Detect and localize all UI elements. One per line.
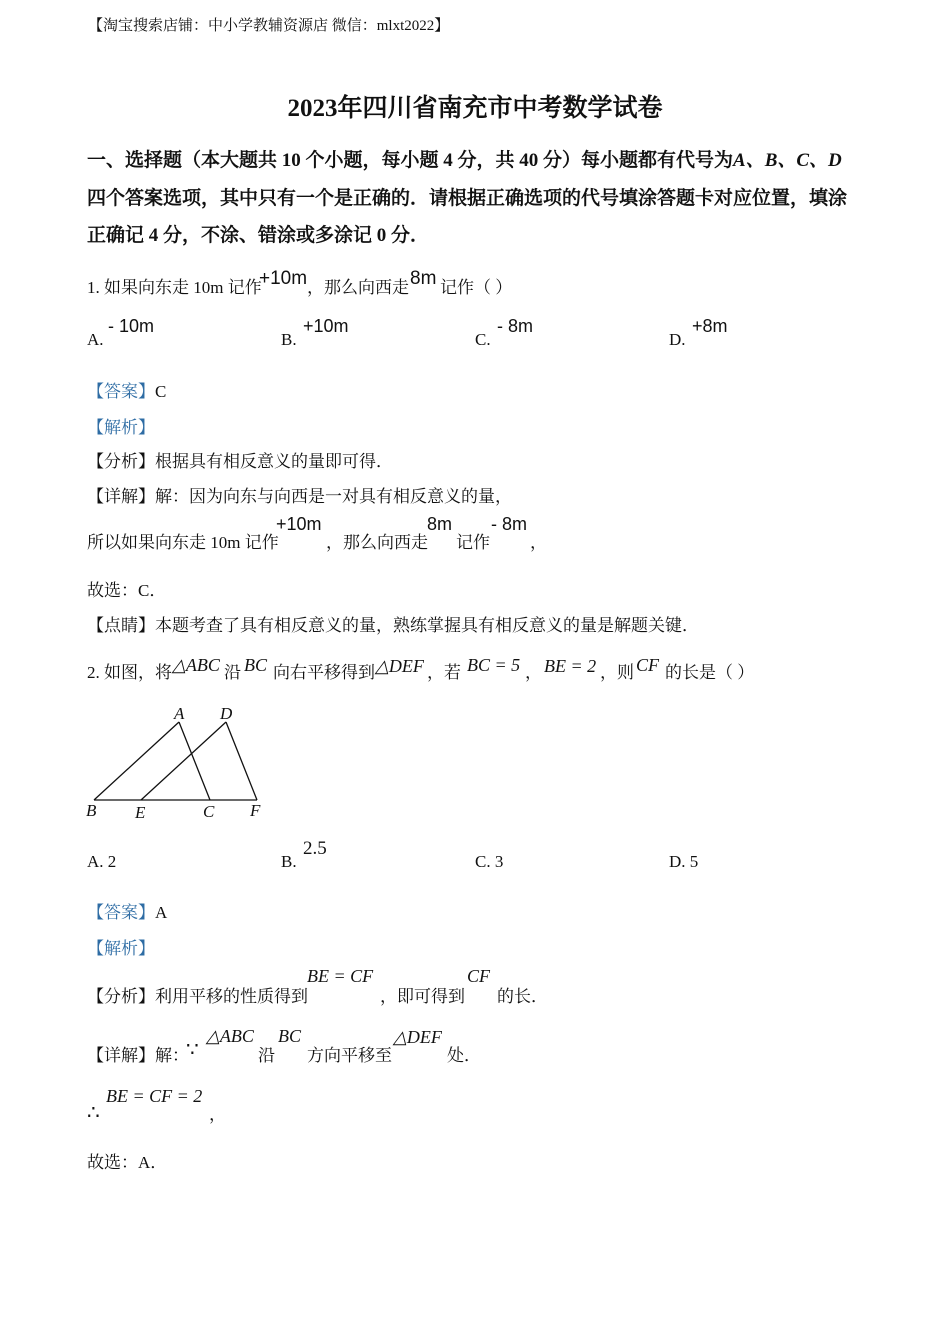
q2-stem-g: 的长是（ ） [665, 663, 755, 682]
q1-stem-b: ，那么向西走 [307, 278, 409, 297]
q2-answer-value: A [155, 903, 168, 922]
section-letters: A、B、C、D [733, 150, 842, 171]
q2-detail-math2: BC [278, 1026, 302, 1046]
q2-stem-a: 2. 如图，将 [87, 663, 172, 682]
point-f-label: F [250, 801, 261, 820]
q1-detail2-math3: - 8m [491, 514, 527, 534]
q1-option-b-label: B. [281, 330, 297, 349]
q2-detail-math1: △ABC [206, 1026, 254, 1046]
q2-option-a: A. 2 [87, 852, 117, 871]
therefore-symbol: ∴ [87, 1102, 100, 1124]
triangle-def-side-df [226, 722, 257, 800]
section-line3: 正确记 4 分，不涂、错涂或多涂记 0 分． [87, 225, 430, 246]
q2-stem-math5: BE = 2 [544, 656, 597, 676]
q1-option-c-value: - 8m [497, 316, 533, 336]
q1-answer-tag: 【答案】 [87, 382, 155, 401]
q2-stem-math2: BC [244, 655, 268, 675]
q2-detail-c: 方向平移至 [307, 1046, 392, 1065]
translation-figure [80, 700, 280, 825]
q2-detail-b: 沿 [258, 1046, 275, 1065]
q2-conclusion-math: BE = CF = 2 [106, 1086, 203, 1106]
q2-answer-tag: 【答案】 [87, 903, 155, 922]
watermark-text: 【淘宝搜索店铺：中小学教辅资源店 微信：mlxt2022】 [88, 18, 450, 34]
q2-stem-math4: BC = 5 [467, 655, 521, 675]
q2-analysis-tag: 【解析】 [87, 939, 155, 958]
q1-option-a-value: - 10m [108, 316, 155, 336]
q2-stem-math3: △DEF [375, 656, 424, 676]
q1-stem-math2: 8m [410, 268, 437, 289]
q1-option-d-value: +8m [692, 316, 728, 336]
q1-detail2-c: 记作 [456, 533, 490, 552]
q1-stem-math1: +10m [259, 268, 308, 289]
q2-stem-c: 向右平移得到 [273, 663, 375, 682]
page-title: 2023年四川省南充市中考数学试卷 [287, 95, 663, 122]
q2-option-c: C. 3 [475, 852, 504, 871]
point-b-label: B [86, 801, 97, 820]
section-line2: 四个答案选项，其中只有一个是正确的．请根据正确选项的代号填涂答题卡对应位置，填涂 [87, 188, 848, 209]
point-e-label: E [135, 803, 146, 822]
q2-stem-math6: CF [636, 655, 660, 675]
q2-option-b-label: B. [281, 852, 297, 871]
q1-detail-line1: 【详解】解：因为向东与向西是一对具有相反意义的量， [87, 487, 512, 506]
q2-choose: 故选：A． [87, 1153, 168, 1172]
because-symbol: ∵ [186, 1039, 199, 1061]
point-a-label: A [174, 704, 185, 723]
q1-option-c-label: C. [475, 330, 491, 349]
q1-detail2-a: 所以如果向东走 10m 记作 [87, 533, 279, 552]
section-line1: 一、选择题（本大题共 10 个小题，每小题 4 分，共 40 分）每小题都有代号为 [87, 150, 734, 171]
point-d-label: D [220, 704, 233, 723]
q2-conclusion-end: ， [209, 1105, 226, 1124]
q2-stem-b: 沿 [224, 663, 241, 682]
q1-stem-c: 记作（ ） [440, 278, 513, 297]
q2-fenxi-math2: CF [467, 966, 491, 986]
q2-stem-math1: △ABC [172, 655, 220, 675]
q1-detail2-math1: +10m [276, 514, 322, 534]
q1-detail2-b: ，那么向西走 [326, 533, 428, 552]
q1-option-a-label: A. [87, 330, 104, 349]
q1-detail2-math2: 8m [427, 514, 453, 534]
q2-stem-d: ，若 [427, 663, 461, 682]
q2-stem-e: ， [525, 663, 542, 682]
q2-fenxi-b: ，即可得到 [380, 987, 465, 1006]
q2-detail-d: 处． [447, 1046, 481, 1065]
q2-fenxi-math1: BE = CF [307, 966, 374, 986]
q1-fenxi: 【分析】根据具有相反意义的量即可得． [87, 452, 393, 471]
q1-option-b-value: +10m [303, 316, 349, 336]
q1-detail2-d: ， [530, 533, 547, 552]
q2-detail-math3: △DEF [393, 1027, 442, 1047]
q1-analysis-tag: 【解析】 [87, 418, 155, 437]
q1-stem-a: 1. 如果向东走 10m 记作 [87, 278, 262, 297]
q2-option-d: D. 5 [669, 852, 699, 871]
triangle-abc-side-ba [94, 722, 179, 800]
point-c-label: C [203, 802, 215, 821]
q2-fenxi-c: 的长． [497, 987, 548, 1006]
q1-answer-value: C [155, 382, 167, 401]
q1-comment: 【点睛】本题考查了具有相反意义的量，熟练掌握具有相反意义的量是解题关键． [87, 616, 699, 635]
q2-option-b-value: 2.5 [303, 838, 327, 859]
q1-option-d-label: D. [669, 330, 686, 349]
q2-fenxi-a: 【分析】利用平移的性质得到 [87, 987, 308, 1006]
q1-choose: 故选：C． [87, 581, 167, 600]
q2-detail-a: 【详解】解： [87, 1046, 189, 1065]
q2-stem-f: ，则 [600, 663, 634, 682]
